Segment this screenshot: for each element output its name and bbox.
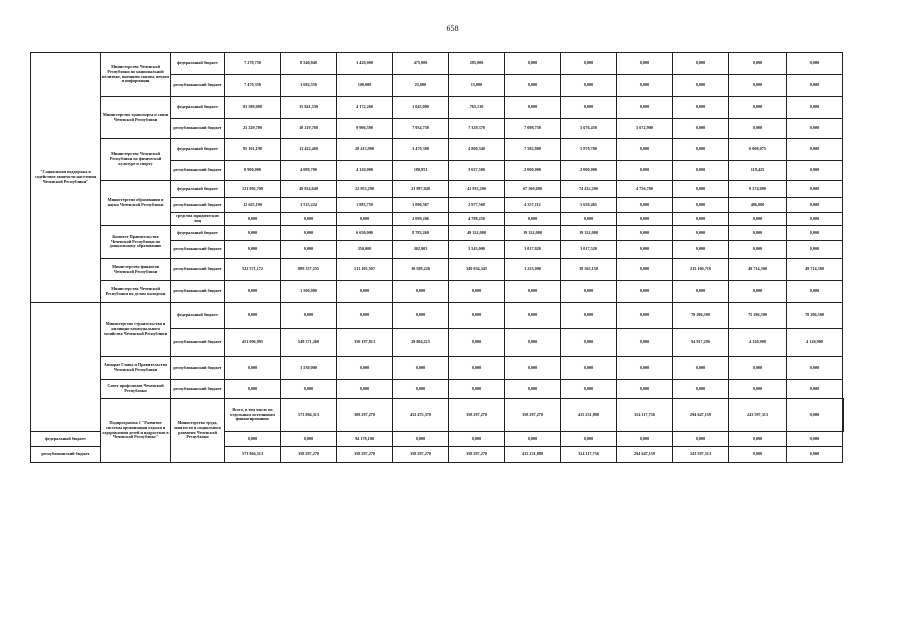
value-cell: 358 297,270	[281, 447, 337, 463]
value-cell: 0,000	[673, 226, 729, 241]
table-row	[31, 303, 844, 329]
value-cell: 0,000	[337, 281, 393, 303]
value-cell: 354 117,736	[617, 399, 673, 432]
organization-cell: Министерство Чеченской Республики по делам молодежи	[101, 281, 171, 303]
value-cell: 121 092,709	[225, 181, 281, 198]
funding-source-cell: республиканский бюджет	[171, 329, 225, 357]
value-cell: 0,000	[225, 226, 281, 241]
funding-source-cell: республиканский бюджет	[171, 161, 225, 181]
table-row	[31, 226, 844, 241]
table-row	[31, 281, 844, 303]
funding-source-cell: Всего, в том числе по отдельным источникам финансирования:	[225, 399, 281, 432]
organization-cell: Министерство Чеченской Республики по национальной политике, внешним связям, печати и информации	[101, 53, 171, 97]
program-cell	[31, 303, 101, 432]
budget-table	[30, 52, 844, 463]
value-cell: 41 933,200	[449, 181, 505, 198]
value-cell: 0,000	[729, 75, 787, 97]
value-cell: 486,000	[729, 198, 787, 213]
value-cell: 2 543,000	[449, 241, 505, 259]
value-cell: 0,000	[673, 241, 729, 259]
value-cell: 549 371,260	[281, 329, 337, 357]
value-cell: 0,000	[225, 432, 281, 447]
value-cell: 0,000	[337, 380, 393, 399]
value-cell: 25 229,700	[225, 119, 281, 139]
organization-cell: Министерство Чеченской Республики по физической культуре и спорту	[101, 139, 171, 181]
value-cell: 573 804,313	[225, 447, 281, 463]
value-cell: 0,000	[787, 139, 843, 161]
value-cell: 9 906,590	[337, 119, 393, 139]
value-cell: 0,000	[673, 181, 729, 198]
value-cell: 0,000	[505, 281, 561, 303]
value-cell: 0,000	[561, 75, 617, 97]
funding-source-cell: средства юридических лиц	[171, 213, 225, 226]
program-cell: Подпрограмма 1 "Развитие системы организации отдыха и оздоровления детей и подростков в Чеченской Республике"	[101, 399, 171, 463]
value-cell: 4 089,790	[281, 161, 337, 181]
value-cell: 0,000	[449, 303, 505, 329]
value-cell: 4 120,900	[729, 329, 787, 357]
value-cell: 358 297,270	[449, 399, 505, 432]
value-cell: 10 219,760	[281, 119, 337, 139]
organization-cell: Комитет Правительства Чеченской Республики по дошкольному образованию	[101, 226, 171, 259]
value-cell: 5 870,700	[561, 139, 617, 161]
value-cell: 0,000	[449, 329, 505, 357]
value-cell: 0,000	[449, 281, 505, 303]
value-cell: 12 625,100	[225, 198, 281, 213]
value-cell: 475,000	[393, 53, 449, 75]
value-cell: 118,425	[729, 161, 787, 181]
value-cell: 358 297,270	[505, 399, 561, 432]
value-cell: 0,000	[729, 226, 787, 241]
funding-source-cell: республиканский бюджет	[171, 380, 225, 399]
value-cell: 38 565,150	[561, 259, 617, 281]
value-cell: 19 332,000	[561, 226, 617, 241]
funding-source-cell: федеральный бюджет	[171, 181, 225, 198]
value-cell: 0,000	[449, 357, 505, 380]
program-cell: "Социальная поддержка и содействие занятости населения Чеченской Республики"	[31, 53, 101, 303]
value-cell: 809 357,255	[281, 259, 337, 281]
value-cell: 0,000	[729, 380, 787, 399]
value-cell: 1 017,820	[505, 241, 561, 259]
funding-source-cell: республиканский бюджет	[171, 259, 225, 281]
value-cell: 0,000	[393, 432, 449, 447]
value-cell: 0,000	[505, 380, 561, 399]
value-cell: 4 798,250	[449, 213, 505, 226]
value-cell: 180,953	[393, 161, 449, 181]
value-cell: 7 098,750	[505, 119, 561, 139]
value-cell	[843, 399, 844, 432]
value-cell: 1 500,000	[281, 281, 337, 303]
value-cell: 0,000	[505, 357, 561, 380]
value-cell: 0,000	[617, 303, 673, 329]
value-cell: 0,000	[561, 380, 617, 399]
value-cell: 2 000,000	[505, 161, 561, 181]
funding-source-cell: федеральный бюджет	[171, 226, 225, 241]
value-cell: 0,000	[673, 357, 729, 380]
value-cell: 1 883,750	[337, 198, 393, 213]
value-cell: 0,000	[561, 53, 617, 75]
value-cell: 0,000	[673, 380, 729, 399]
value-cell: 0,000	[787, 380, 843, 399]
value-cell: 0,000	[787, 161, 843, 181]
value-cell: 0,000	[281, 303, 337, 329]
value-cell: 0,000	[393, 380, 449, 399]
value-cell: 0,000	[505, 53, 561, 75]
value-cell: 3 637,500	[449, 161, 505, 181]
value-cell: 350 197,813	[337, 329, 393, 357]
funding-source-cell: республиканский бюджет	[31, 447, 101, 463]
value-cell: 0,000	[561, 357, 617, 380]
value-cell: 0,000	[505, 329, 561, 357]
value-cell: 451 096,995	[225, 329, 281, 357]
value-cell: 0,000	[673, 198, 729, 213]
value-cell: 0,000	[729, 447, 787, 463]
value-cell: 0,000	[393, 357, 449, 380]
value-cell: 511 105,507	[337, 259, 393, 281]
value-cell: 85 101,198	[225, 139, 281, 161]
value-cell: 0,000	[281, 213, 337, 226]
value-cell: 452 475,370	[393, 399, 449, 432]
value-cell: 3 090,367	[393, 198, 449, 213]
value-cell: 1 530,000	[281, 357, 337, 380]
value-cell: 0,000	[673, 432, 729, 447]
value-cell: 0,000	[673, 281, 729, 303]
funding-source-cell: федеральный бюджет	[171, 53, 225, 75]
value-cell: 0,000	[673, 53, 729, 75]
value-cell: 0,000	[225, 213, 281, 226]
value-cell: 0,000	[787, 75, 843, 97]
value-cell: 13 422,460	[281, 139, 337, 161]
value-cell: 0,000	[673, 97, 729, 119]
value-cell: 0,000	[281, 226, 337, 241]
value-cell: 0,000	[673, 75, 729, 97]
value-cell: 0,000	[787, 226, 843, 241]
funding-source-cell: федеральный бюджет	[171, 139, 225, 161]
value-cell: 294 647,159	[673, 399, 729, 432]
value-cell: 0,000	[561, 281, 617, 303]
value-cell: 0,000	[617, 139, 673, 161]
value-cell: 0,000	[617, 357, 673, 380]
value-cell: 2 099,206	[393, 213, 449, 226]
value-cell: 3 420,000	[337, 53, 393, 75]
page-number: 658	[446, 24, 459, 33]
value-cell: 0,000	[729, 432, 787, 447]
funding-source-cell: федеральный бюджет	[171, 97, 225, 119]
value-cell: 29 804,215	[393, 329, 449, 357]
value-cell: 358 297,270	[337, 447, 393, 463]
value-cell: 0,000	[787, 198, 843, 213]
organization-cell: Аппарат Главы и Правительства Чеченской Республики	[101, 357, 171, 380]
value-cell: 0,000	[729, 119, 787, 139]
value-cell: 0,000	[561, 213, 617, 226]
value-cell: 5 639,465	[561, 198, 617, 213]
table-row	[31, 53, 844, 75]
organization-cell: Министерство труда, занятости и социального развития Чеченской Республики	[171, 399, 225, 463]
table-row	[31, 357, 844, 380]
value-cell: 19 332,000	[505, 226, 561, 241]
value-cell: 49 824,640	[281, 181, 337, 198]
value-cell: 3 515,224	[281, 198, 337, 213]
value-cell: 350,000	[337, 241, 393, 259]
value-cell: 0,000	[281, 241, 337, 259]
table-row	[31, 97, 844, 119]
value-cell: 15 841,330	[281, 97, 337, 119]
value-cell: 0,000	[787, 399, 843, 432]
value-cell: 8 783,260	[393, 226, 449, 241]
value-cell: 0,000	[225, 380, 281, 399]
value-cell: 0,000	[617, 213, 673, 226]
value-cell: 0,000	[281, 432, 337, 447]
value-cell: 49 714,300	[787, 259, 843, 281]
value-cell: 0,000	[673, 161, 729, 181]
organization-cell: Совет профсоюзов Чеченской Республики	[101, 380, 171, 399]
value-cell: 0,000	[225, 303, 281, 329]
funding-source-cell: республиканский бюджет	[171, 119, 225, 139]
value-cell: 0,000	[787, 241, 843, 259]
value-cell: 302,903	[393, 241, 449, 259]
funding-source-cell: республиканский бюджет	[171, 281, 225, 303]
value-cell: 3 692,550	[281, 75, 337, 97]
value-cell: 67 569,680	[505, 181, 561, 198]
value-cell: 294 647,159	[617, 447, 673, 463]
value-cell: 7 270,750	[225, 53, 281, 75]
table-row	[31, 181, 844, 198]
value-cell: 0,000	[673, 119, 729, 139]
value-cell: 1 223,090	[505, 259, 561, 281]
value-cell: 7 954,750	[393, 119, 449, 139]
value-cell: 0,000	[225, 281, 281, 303]
value-cell: 0,000	[505, 97, 561, 119]
value-cell: 0,000	[281, 380, 337, 399]
value-cell: 243 597,313	[729, 399, 787, 432]
value-cell: 4 120,000	[337, 161, 393, 181]
value-cell: 0,000	[617, 75, 673, 97]
value-cell: 0,000	[729, 241, 787, 259]
value-cell: 0,000	[673, 139, 729, 161]
value-cell: 0,000	[787, 181, 843, 198]
value-cell: 0,000	[617, 198, 673, 213]
value-cell: 0,000	[673, 213, 729, 226]
value-cell: 1 045,000	[393, 97, 449, 119]
value-cell: 0,000	[561, 432, 617, 447]
value-cell: 8 900,000	[225, 161, 281, 181]
value-cell: 0,000	[787, 213, 843, 226]
value-cell: 0,000	[617, 226, 673, 241]
value-cell: 0,000	[617, 241, 673, 259]
value-cell: 3 470,300	[393, 139, 449, 161]
value-cell: 5 672,900	[617, 119, 673, 139]
value-cell: 2 000,000	[561, 161, 617, 181]
value-cell: 79 296,500	[673, 303, 729, 329]
value-cell: 522 371,172	[225, 259, 281, 281]
funding-source-cell: федеральный бюджет	[31, 432, 101, 447]
value-cell: 0,000	[561, 303, 617, 329]
value-cell: 0,000	[505, 303, 561, 329]
value-cell: 4 756,700	[617, 181, 673, 198]
value-cell: 0,000	[449, 380, 505, 399]
value-cell: 4 120,900	[787, 329, 843, 357]
value-cell: 415 231,880	[561, 399, 617, 432]
value-cell: 4 172,260	[337, 97, 393, 119]
value-cell: 0,000	[729, 281, 787, 303]
value-cell: 0,000	[617, 281, 673, 303]
value-cell: 22 953,290	[337, 181, 393, 198]
value-cell: 5 676,450	[561, 119, 617, 139]
value-cell: 49 714,300	[729, 259, 787, 281]
value-cell: 23 887,040	[393, 181, 449, 198]
value-cell: 49 332,000	[449, 226, 505, 241]
value-cell: 7 470,350	[225, 75, 281, 97]
funding-source-cell: республиканский бюджет	[171, 241, 225, 259]
value-cell: 0,000	[729, 357, 787, 380]
table-row	[31, 139, 844, 161]
value-cell: 349 034,345	[449, 259, 505, 281]
value-cell: 94 178,100	[337, 432, 393, 447]
value-cell: 83 580,000	[225, 97, 281, 119]
value-cell: 0,000	[787, 281, 843, 303]
value-cell: 765,130	[449, 97, 505, 119]
value-cell: 0,000	[505, 75, 561, 97]
value-cell: 243 597,313	[673, 447, 729, 463]
organization-cell: Министерство транспорта и связи Чеченской Республики	[101, 97, 171, 139]
value-cell: 0,000	[617, 161, 673, 181]
value-cell: 0,000	[787, 432, 843, 447]
value-cell: 0,000	[787, 119, 843, 139]
value-cell: 1 017,520	[561, 241, 617, 259]
funding-source-cell: республиканский бюджет	[171, 357, 225, 380]
value-cell: 25,000	[393, 75, 449, 97]
value-cell: 358 297,270	[393, 447, 449, 463]
value-cell: 573 804,313	[281, 399, 337, 432]
value-cell: 9 274,000	[729, 181, 787, 198]
value-cell: 0,000	[225, 357, 281, 380]
value-cell: 6 650,000	[337, 226, 393, 241]
value-cell: 0,000	[561, 329, 617, 357]
value-cell: 0,000	[617, 380, 673, 399]
value-cell: 0,000	[337, 357, 393, 380]
value-cell: 75 296,500	[729, 303, 787, 329]
value-cell: 0,000	[449, 432, 505, 447]
organization-cell: Министерство образования и науки Чеченской Республики	[101, 181, 171, 226]
value-cell: 7 582,800	[505, 139, 561, 161]
funding-source-cell: федеральный бюджет	[171, 303, 225, 329]
value-cell: 94 917,296	[673, 329, 729, 357]
value-cell: 0,000	[729, 213, 787, 226]
value-cell: 28 413,900	[337, 139, 393, 161]
value-cell: 235 160,716	[673, 259, 729, 281]
table-row	[31, 399, 844, 432]
value-cell: 0,000	[617, 97, 673, 119]
value-cell: 388 297,270	[337, 399, 393, 432]
value-cell: 0,000	[729, 53, 787, 75]
value-cell: 415 231,880	[505, 447, 561, 463]
value-cell: 2 977,568	[449, 198, 505, 213]
organization-cell: Министерство строительства и жилищно-коммунального хозяйства Чеченской Республики	[101, 303, 171, 357]
table-row	[31, 259, 844, 281]
value-cell: 358 297,270	[449, 447, 505, 463]
value-cell: 0,000	[505, 432, 561, 447]
value-cell: 15,000	[449, 75, 505, 97]
organization-cell: Министерство финансов Чеченской Республики	[101, 259, 171, 281]
value-cell: 0,000	[393, 281, 449, 303]
value-cell: 4 357,112	[505, 198, 561, 213]
funding-source-cell: республиканский бюджет	[171, 198, 225, 213]
value-cell: 0,000	[561, 97, 617, 119]
value-cell: 74 432,200	[561, 181, 617, 198]
value-cell: 354 117,736	[561, 447, 617, 463]
value-cell: 7 329,370	[449, 119, 505, 139]
value-cell: 10 589,226	[393, 259, 449, 281]
value-cell: 0,000	[505, 213, 561, 226]
value-cell: 0,000	[787, 447, 843, 463]
value-cell: 0,000	[337, 303, 393, 329]
value-cell: 6 068,075	[729, 139, 787, 161]
value-cell: 0,000	[787, 53, 843, 75]
value-cell: 0,000	[617, 259, 673, 281]
value-cell: 78 296,500	[787, 303, 843, 329]
value-cell: 0,000	[337, 213, 393, 226]
value-cell: 285,000	[449, 53, 505, 75]
value-cell: 0,000	[787, 97, 843, 119]
funding-source-cell: республиканский бюджет	[171, 75, 225, 97]
value-cell: 100,000	[337, 75, 393, 97]
value-cell: 4 800,340	[449, 139, 505, 161]
value-cell: 0,000	[617, 53, 673, 75]
value-cell: 0,000	[787, 357, 843, 380]
value-cell: 0,000	[225, 241, 281, 259]
value-cell: 0,000	[393, 303, 449, 329]
value-cell: 0,000	[617, 432, 673, 447]
table-row	[31, 380, 844, 399]
value-cell: 0,000	[617, 329, 673, 357]
value-cell: 8 540,040	[281, 53, 337, 75]
value-cell: 0,000	[729, 97, 787, 119]
